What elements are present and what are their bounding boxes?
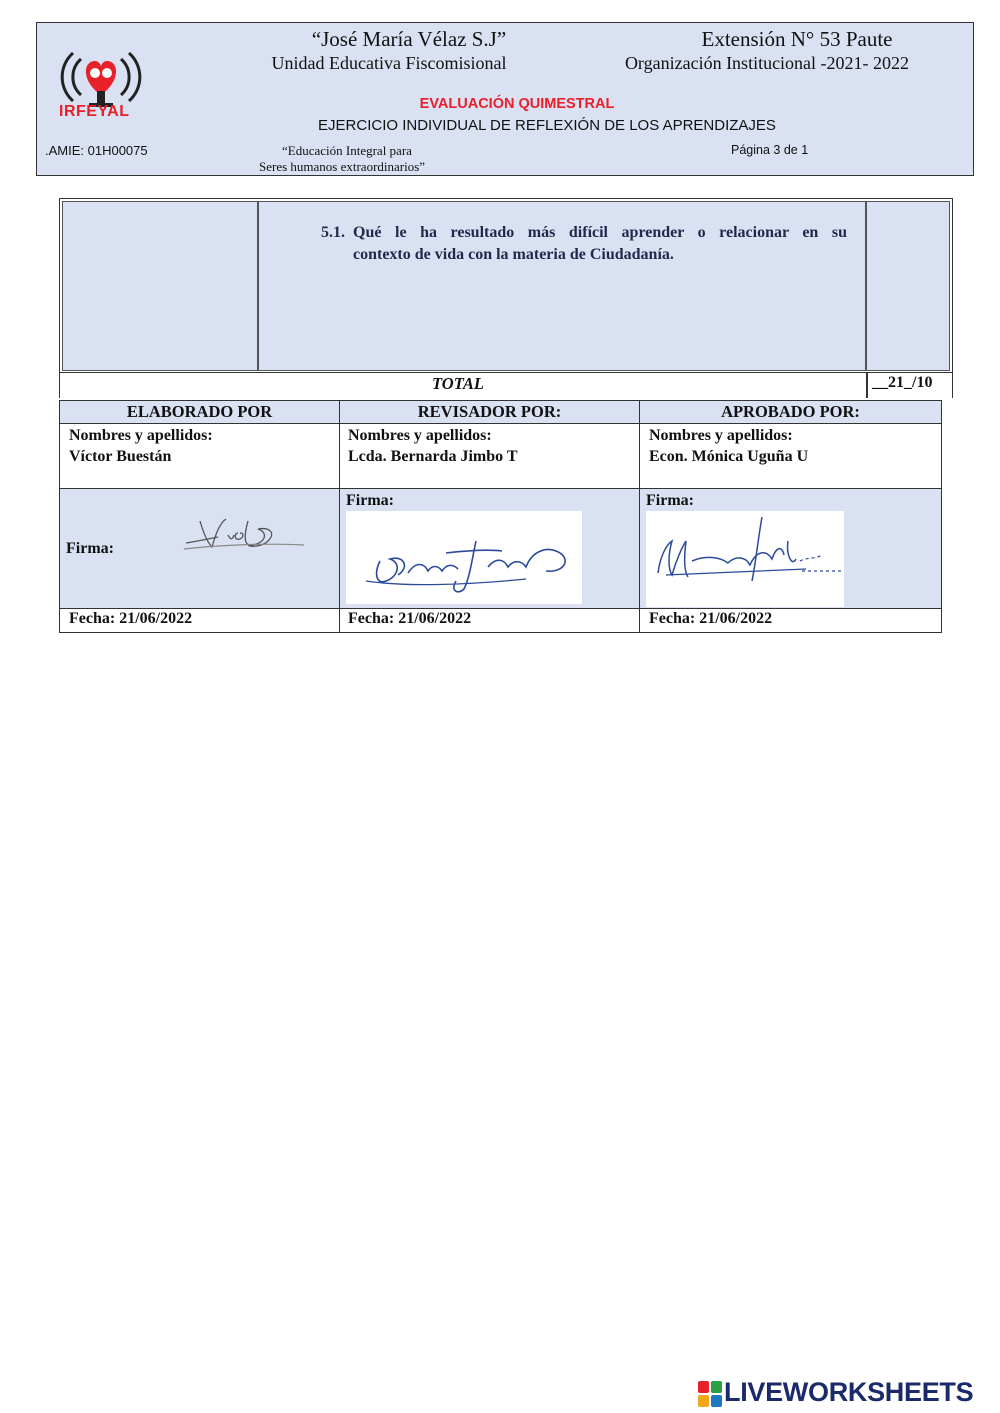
signature-table [59,400,942,633]
question-score-cell [866,201,950,371]
amie-code: .AMIE: 01H00075 [45,143,148,158]
total-row [60,372,952,398]
extension-label: Extensión N° 53 Paute [701,27,893,51]
fecha-cell-aprobado [640,609,941,632]
fecha-elaborado: Fecha: 21/06/2022 [69,610,193,627]
firma-label: Firma: [346,492,394,509]
names-label: Nombres y apellidos: [348,427,492,444]
elaborado-header: ELABORADO POR [126,402,273,421]
question-line-1: Qué le ha resultado más difícil aprender o relacionar en su [353,224,847,241]
school-name: “José María Vélaz S.J” [311,27,507,51]
signature-box-bernarda [346,511,582,604]
revisado-header: REVISADOR POR: [417,402,562,421]
motto-line-2: Seres humanos extraordinarios” [259,159,426,174]
names-cell-elaborado [60,424,340,489]
firma-label: Firma: [646,492,694,509]
total-label: TOTAL [432,374,484,393]
total-divider [866,373,868,398]
names-cell-revisado [340,424,640,489]
signature-victor [178,511,308,561]
aprobado-header: APROBADO POR: [721,402,860,421]
header-cell-revisado [340,401,640,424]
logo-text: IRFEYAL [59,103,130,120]
question-table [59,198,953,398]
school-type: Unidad Educativa Fiscomisional [271,53,507,73]
organization-label: Organización Institucional -2021- 2022 [624,53,910,73]
fecha-cell-revisado [340,609,640,632]
page-number: Página 3 de 1 [731,143,809,157]
firma-cell-revisado [340,489,640,609]
names-cell-aprobado [640,424,941,489]
signature-box-monica [646,511,844,607]
header-cell-elaborado [60,401,340,424]
firma-label: Firma: [66,540,114,557]
question-main-cell [258,201,866,371]
liveworksheets-logo-icon [698,1381,722,1407]
firma-cell-elaborado [60,489,340,609]
aprobado-name: Econ. Mónica Uguña U [649,448,809,465]
names-label: Nombres y apellidos: [69,427,213,444]
fecha-cell-elaborado [60,609,340,632]
signature-monica [646,511,844,607]
total-score: __21_/10 [872,374,933,391]
names-label: Nombres y apellidos: [649,427,793,444]
question-number: 5.1. [321,224,345,241]
evaluation-title: EVALUACIÓN QUIMESTRAL [419,96,615,112]
fecha-aprobado: Fecha: 21/06/2022 [649,610,773,627]
fecha-revisado: Fecha: 21/06/2022 [348,610,472,627]
revisado-name: Lcda. Bernarda Jimbo T [348,448,518,465]
question-line-2: contexto de vida con la materia de Ciudadanía. [353,246,674,263]
signature-bernarda [346,511,582,604]
question-left-cell [62,201,258,371]
liveworksheets-text: LIVEWORKSHEETS [724,1377,974,1407]
firma-cell-aprobado [640,489,941,609]
header-cell-aprobado [640,401,941,424]
exercise-title: EJERCICIO INDIVIDUAL DE REFLEXIÓN DE LOS APRENDIZAJES [318,117,776,134]
motto-line-1: “Educación Integral para [282,143,412,158]
document-header [36,22,974,176]
elaborado-name: Víctor Buestán [69,448,172,465]
